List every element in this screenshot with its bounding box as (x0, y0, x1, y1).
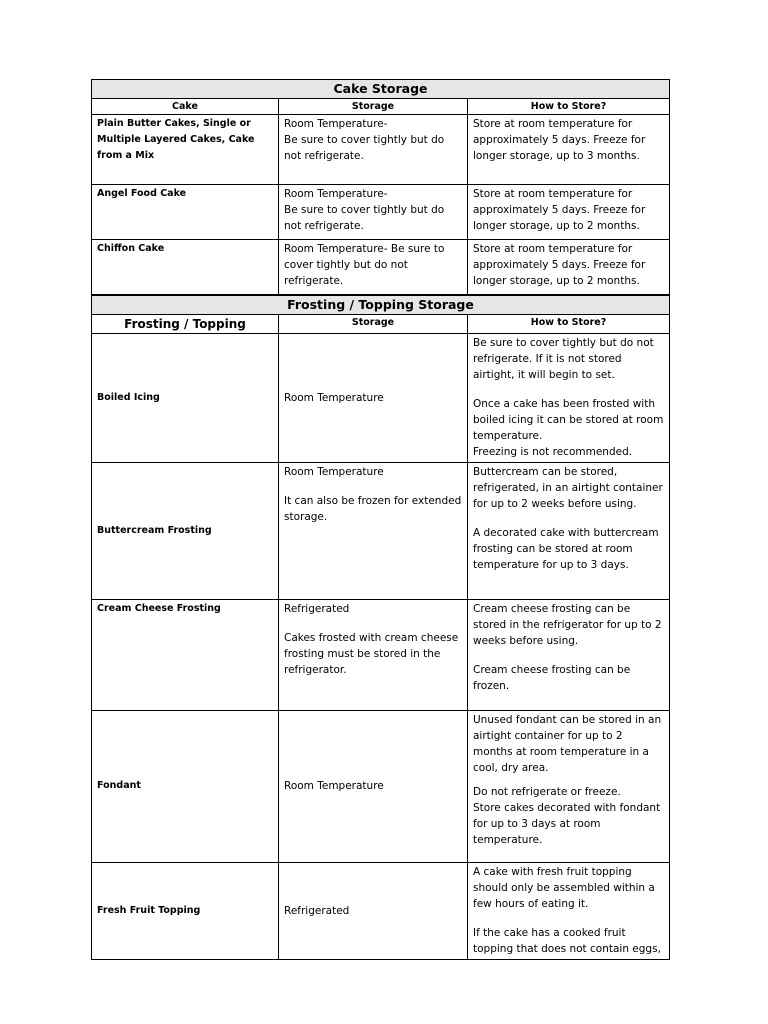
cake-name: Angel Food Cake (92, 185, 279, 240)
storage-text: Cakes frosted with cream cheese frosting must be stored in the refrigerator. (284, 632, 459, 676)
cake-storage-table (91, 79, 670, 295)
how-to-store-text: Be sure to cover tightly but do not refrigerate. If it is not stored airtight, it will begin to set. (473, 337, 654, 381)
table-row (92, 185, 670, 240)
column-header-how-to-store: How to Store? (468, 99, 670, 115)
cake-name: Plain Butter Cakes, Single or Multiple Layered Cakes, Cake from a Mix (92, 115, 279, 185)
column-header-storage: Storage (279, 315, 468, 334)
storage-text: Refrigerated (279, 863, 468, 960)
table-row (92, 863, 670, 960)
how-to-store-text: Unused fondant can be stored in an airtight container for up to 2 months at room temperature in a cool, dry area. (473, 714, 662, 774)
document-page (91, 79, 669, 960)
table-row (92, 711, 670, 863)
table-row (92, 334, 670, 463)
storage-text: Refrigerated (284, 603, 350, 615)
cake-name: Chiffon Cake (92, 240, 279, 295)
frosting-name: Fondant (92, 711, 279, 863)
how-to-store-text: A cake with fresh fruit topping should only be assembled within a few hours of eating it. (473, 866, 655, 910)
how-to-store-text: Store at room temperature for approximately 5 days. Freeze for longer storage, up to 3 months. (468, 115, 670, 185)
table-row (92, 600, 670, 711)
how-to-store-text: If the cake has a cooked fruit topping that does not contain eggs, (473, 927, 661, 955)
frosting-name: Boiled Icing (92, 334, 279, 463)
cake-storage-title: Cake Storage (92, 80, 670, 99)
frosting-name: Fresh Fruit Topping (92, 863, 279, 960)
how-to-store-text: A decorated cake with buttercream frosting can be stored at room temperature for up to 3 days. (473, 527, 659, 571)
storage-text: Room Temperature- Be sure to cover tightly but do not refrigerate. (284, 188, 445, 232)
table-row (92, 240, 670, 295)
column-header-cake: Cake (92, 99, 279, 115)
column-header-frosting-topping: Frosting / Topping (92, 315, 279, 334)
how-to-store-text: Store at room temperature for approximately 5 days. Freeze for longer storage, up to 2 months. (468, 240, 670, 295)
storage-text: Room Temperature- Be sure to cover tightly but do not refrigerate. (284, 118, 445, 162)
storage-text: Room Temperature- Be sure to cover tightly but do not refrigerate. (279, 240, 468, 295)
how-to-store-text: Buttercream can be stored, refrigerated, in an airtight container for up to 2 weeks before using. (473, 466, 663, 510)
storage-text: Room Temperature (284, 466, 384, 478)
storage-text: It can also be frozen for extended storage. (284, 495, 462, 523)
how-to-store-text: Cream cheese frosting can be frozen. (473, 664, 631, 692)
frosting-storage-title: Frosting / Topping Storage (92, 296, 670, 315)
frosting-name: Buttercream Frosting (92, 463, 279, 600)
how-to-store-text: Store at room temperature for approximately 5 days. Freeze for longer storage, up to 2 months. (468, 185, 670, 240)
how-to-store-text: Once a cake has been frosted with boiled icing it can be stored at room temperature. Freezing is not recommended. (473, 398, 664, 458)
frosting-storage-table (91, 295, 670, 960)
frosting-name: Cream Cheese Frosting (92, 600, 279, 711)
table-row (92, 115, 670, 185)
table-row (92, 463, 670, 600)
column-header-storage: Storage (279, 99, 468, 115)
how-to-store-text: Cream cheese frosting can be stored in the refrigerator for up to 2 weeks before using. (473, 603, 662, 647)
column-header-how-to-store: How to Store? (468, 315, 670, 334)
how-to-store-text: Do not refrigerate or freeze. Store cakes decorated with fondant for up to 3 days at room temperature. (473, 786, 661, 846)
storage-text: Room Temperature (279, 711, 468, 863)
storage-text: Room Temperature (279, 334, 468, 463)
